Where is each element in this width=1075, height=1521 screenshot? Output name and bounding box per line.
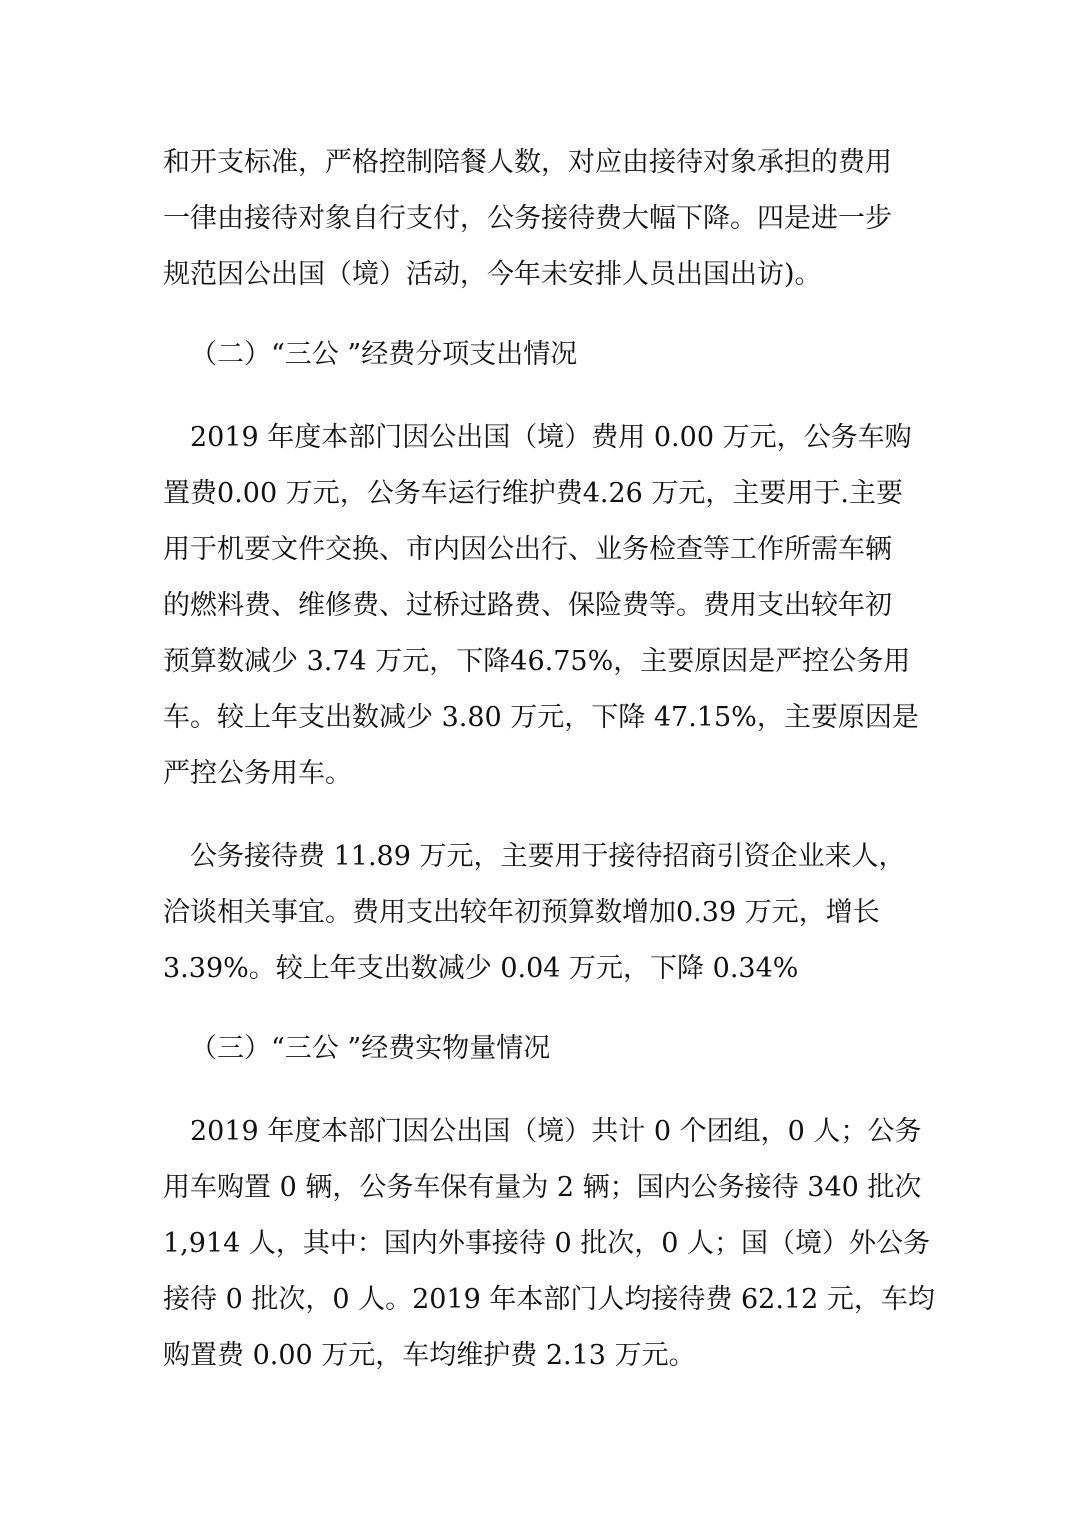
paragraph-1-line-2: 一律由接待对象自行支付，公务接待费大幅下降。四是进一步 [163,203,892,234]
paragraph-2-line-5: 预算数减少 3.74 万元，下降46.75%，主要原因是严控公务用 [163,646,911,677]
paragraph-2-line-3: 用于机要文件交换、市内因公出行、业务检查等工作所需车辆 [163,534,892,565]
paragraph-2-line-6: 车。较上年支出数减少 3.80 万元，下降 47.15%，主要原因是 [163,702,919,733]
paragraph-3-line-3: 3.39%。较上年支出数减少 0.04 万元，下降 0.34% [163,953,799,984]
paragraph-2-line-2: 置费0.00 万元，公务车运行维护费4.26 万元，主要用于.主要 [163,478,903,509]
paragraph-1-line-3: 规范因公出国（境）活动，今年未安排人员出国出访)。 [163,259,822,290]
paragraph-4-line-5: 购置费 0.00 万元，车均维护费 2.13 万元。 [163,1340,696,1371]
paragraph-2-line-4: 的燃料费、维修费、过桥过路费、保险费等。费用支出较年初 [163,590,892,621]
paragraph-2-line-7: 严控公务用车。 [163,758,352,789]
paragraph-4-line-2: 用车购置 0 辆，公务车保有量为 2 辆；国内公务接待 340 批次 [163,1172,922,1203]
paragraph-3-line-2: 洽谈相关事宜。费用支出较年初预算数增加0.39 万元，增长 [163,897,880,928]
section-heading-2: （二）“三公 ”经费分项支出情况 [190,339,578,370]
section-heading-3: （三）“三公 ”经费实物量情况 [190,1033,551,1064]
paragraph-4-line-1: 2019 年度本部门因公出国（境）共计 0 个团组，0 人；公务 [190,1116,922,1147]
paragraph-4-line-3: 1,914 人，其中：国内外事接待 0 批次，0 人；国（境）外公务 [163,1228,930,1259]
paragraph-4-line-4: 接待 0 批次，0 人。2019 年本部门人均接待费 62.12 元，车均 [163,1284,935,1315]
paragraph-1-line-1: 和开支标准，严格控制陪餐人数，对应由接待对象承担的费用 [163,147,892,178]
paragraph-2-line-1: 2019 年度本部门因公出国（境）费用 0.00 万元，公务车购 [190,422,912,453]
paragraph-3-line-1: 公务接待费 11.89 万元，主要用于接待招商引资企业来人， [190,841,906,872]
